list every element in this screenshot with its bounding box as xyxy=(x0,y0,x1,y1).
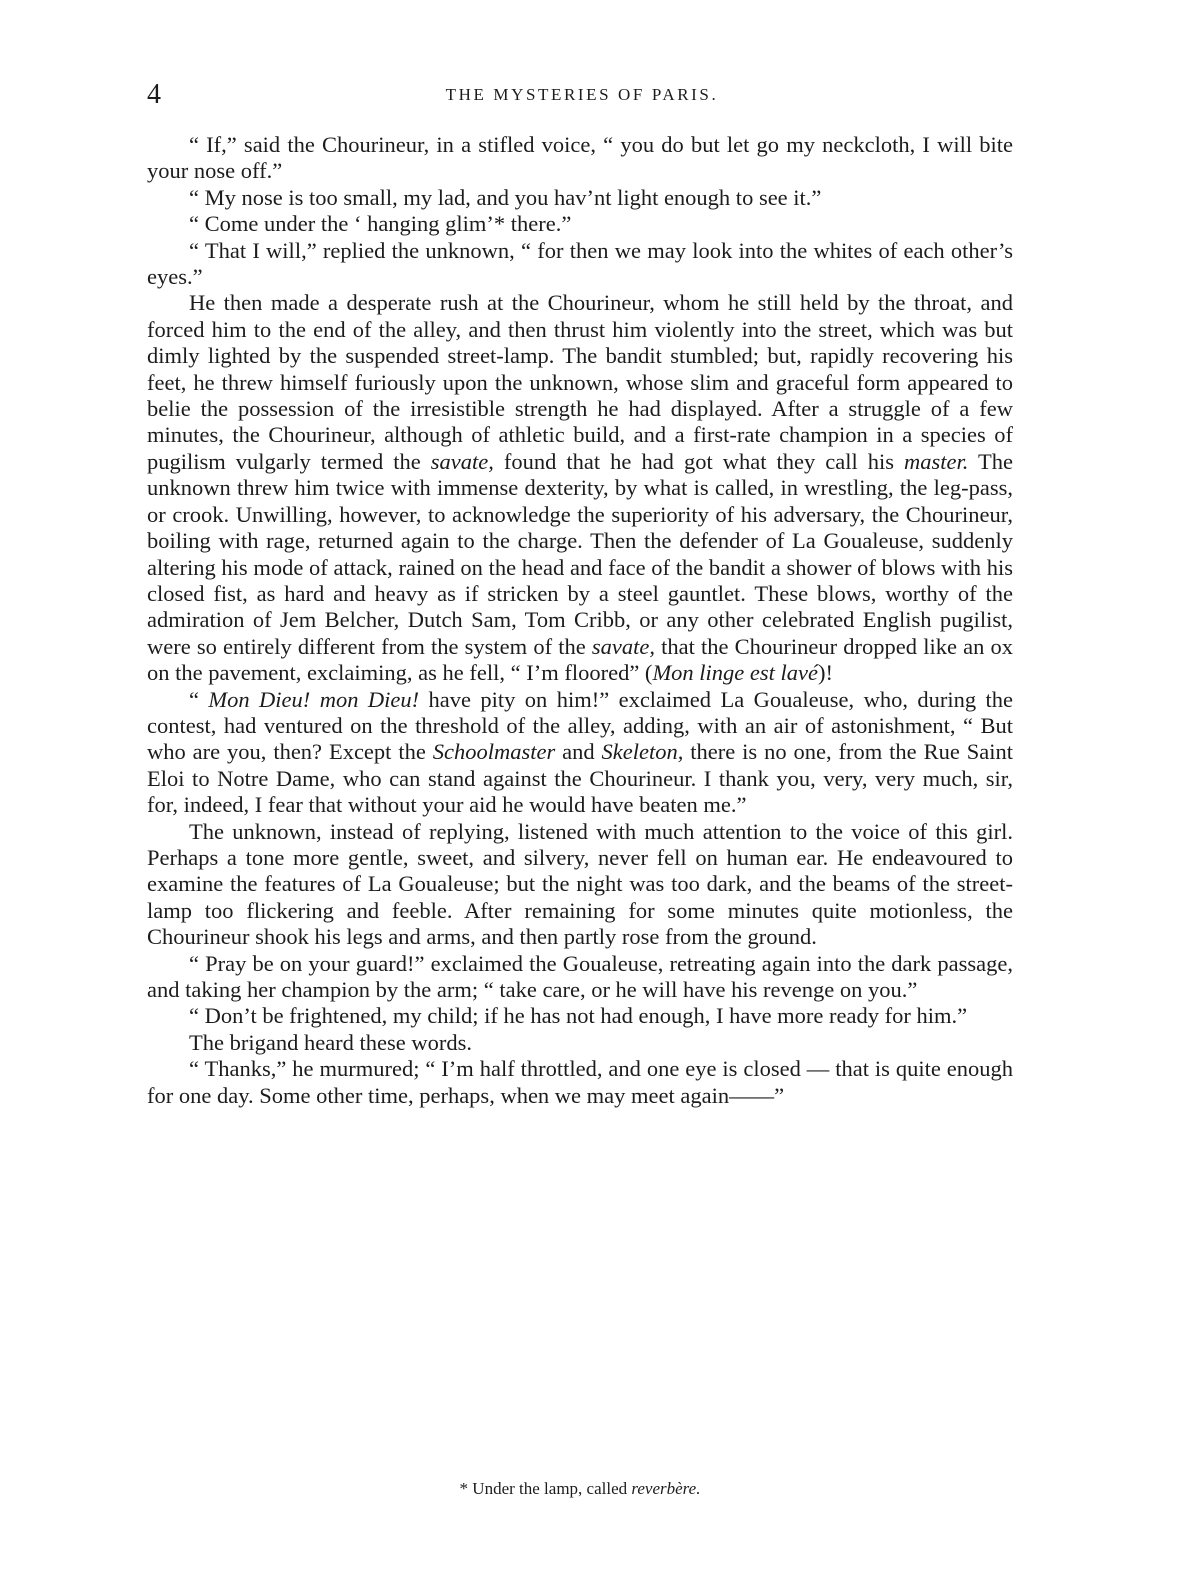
footnote-marker: * xyxy=(459,1479,469,1498)
italic-run: Mon Dieu! mon Dieu! xyxy=(208,686,420,712)
text-run: He then made a desperate rush at the Chourineur, whom he still held by the throat, and forced him to the end of the alley, and then thrust him violently into the street, which was but dimly lighted by the suspended street-lamp. The bandit stumbled; but, rapidly recovering his feet, he threw himself furiously upon the unknown, whose slim and graceful form appeared to belie the possession of the irresistible strength he had displayed. After a struggle of a few minutes, the Chourineur, although of athletic build, and a first-rate champion in a species of pugilism vulgarly termed the xyxy=(147,290,1013,474)
footnote xyxy=(147,1478,1013,1500)
text-run: that the Chourineur dropped like an ox on the pavement, exclaiming, as he fell, “ I’m floored” ( xyxy=(147,633,1013,686)
text-run: “ Come under the ‘ hanging glim’* there.” xyxy=(189,211,572,237)
text-run: “ Pray be on your guard!” exclaimed the Goualeuse, retreating again into the dark passage, and taking her champion by the arm; “ take care, or he will have his revenge on you.” xyxy=(147,950,1013,1002)
paragraph xyxy=(147,1030,1013,1056)
paragraph xyxy=(147,951,1013,1004)
footnote-italic-term: reverbère. xyxy=(631,1479,701,1498)
paragraph xyxy=(147,819,1013,951)
text-run: “ xyxy=(189,686,209,712)
running-title: THE MYSTERIES OF PARIS. xyxy=(445,85,719,104)
text-run: and xyxy=(555,739,602,765)
text-run: The brigand heard these words. xyxy=(189,1029,473,1055)
italic-run: master. xyxy=(904,448,969,474)
text-run: found that he had got what they call his xyxy=(493,448,905,474)
text-run: )! xyxy=(818,660,834,686)
text-run: there is no one, from the Rue Saint Eloi to Notre Dame, who can stand against the Chourineur. I thank you, very, very much, sir, for, indeed, I fear that without your aid he would have beaten me.” xyxy=(147,739,1013,818)
text-run: “ Don’t be frightened, my child; if he has not had enough, I have more ready for him.” xyxy=(189,1003,968,1029)
footnote-text: Under the lamp, called xyxy=(472,1479,632,1498)
italic-run: Schoolmaster xyxy=(432,739,556,765)
text-run: have pity on him!” exclaimed La Goualeuse, who, during the contest, had ventured on the threshold of the alley, adding, with an air of astonishment, “ But who are you, then? Except the xyxy=(147,686,1014,765)
text-run: “ That I will,” replied the unknown, “ for then we may look into the whites of each other’s eyes.” xyxy=(147,237,1013,290)
paragraph xyxy=(147,1056,1013,1109)
italic-run: Skeleton, xyxy=(601,739,684,765)
body-text xyxy=(147,132,1013,1109)
text-run: “ My nose is too small, my lad, and you hav’nt light enough to see it.” xyxy=(189,184,822,210)
page-number: 4 xyxy=(147,79,161,110)
paragraph xyxy=(147,1003,1013,1029)
italic-run: Mon linge est lavé xyxy=(652,660,819,686)
paragraph xyxy=(147,132,1013,185)
text-run: “ If,” said the Chourineur, in a stifled voice, “ you do but let go my neckcloth, I will bite your nose off.” xyxy=(147,132,1013,184)
paragraph xyxy=(147,687,1013,819)
paragraph xyxy=(147,238,1013,291)
text-run: “ Thanks,” he murmured; “ I’m half throttled, and one eye is closed — that is quite enough for one day. Some other time, perhaps, when we may meet again——” xyxy=(147,1056,1013,1108)
text-run: The unknown, instead of replying, listened with much attention to the voice of this girl. Perhaps a tone more gentle, sweet, and silvery, never fell on human ear. He endeavoured to examine the features of La Goualeuse; but the night was too dark, and the beams of the street-lamp too flickering and feeble. After remaining for some minutes quite motionless, the Chourineur shook his legs and arms, and then partly rose from the ground. xyxy=(147,818,1013,950)
running-head xyxy=(147,80,1017,110)
text-run: The unknown threw him twice with immense dexterity, by what is called, in wrestling, the leg-pass, or crook. Unwilling, however, to acknowledge the superiority of his adversary, the Chourineur, boiling with rage, returned again to the charge. Then the defender of La Goualeuse, suddenly altering his mode of attack, rained on the head and face of the bandit a shower of blows with his closed fist, as hard and heavy as if stricken by a steel gauntlet. These blows, worthy of the admiration of Jem Belcher, Dutch Sam, Tom Cribb, or any other celebrated English pugilist, were so entirely different from the system of the xyxy=(147,448,1014,659)
paragraph xyxy=(147,185,1013,211)
italic-run: savate, xyxy=(591,633,655,659)
italic-run: savate, xyxy=(430,448,494,474)
paragraph xyxy=(147,290,1013,686)
paragraph xyxy=(147,211,1013,237)
